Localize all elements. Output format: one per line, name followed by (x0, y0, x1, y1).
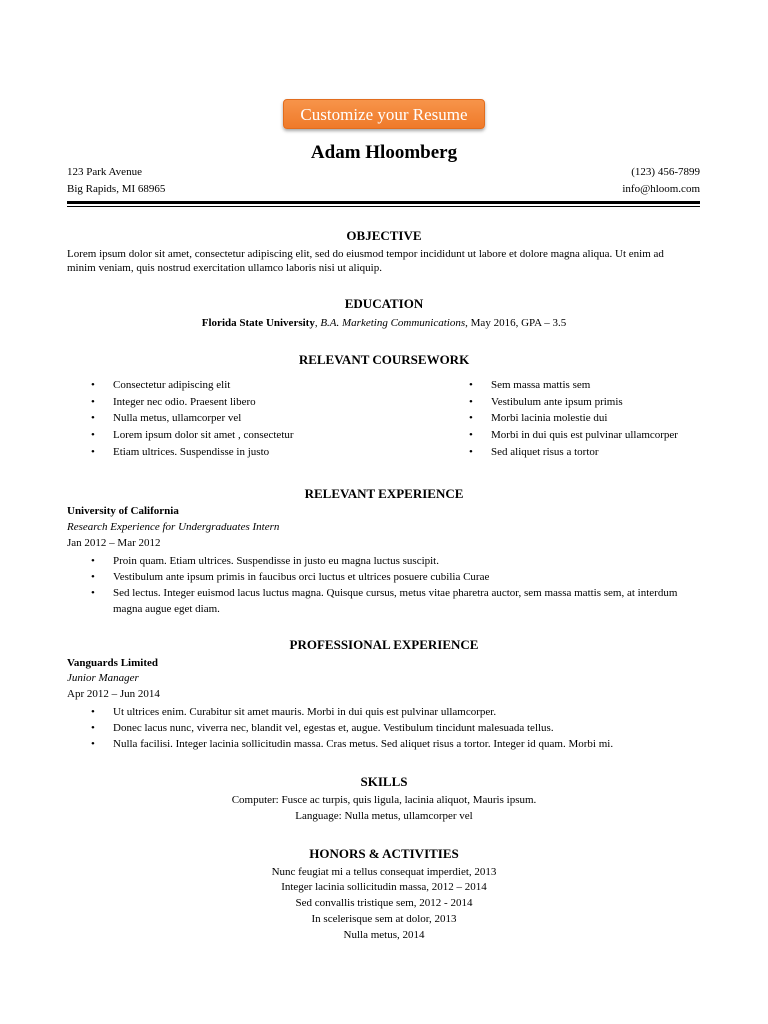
professional-experience-role: Junior Manager (67, 672, 139, 684)
professional-experience-heading: PROFESSIONAL EXPERIENCE (289, 637, 479, 652)
honors-item: Sed convallis tristique sem, 2012 - 2014 (295, 897, 473, 909)
header-divider-thick (67, 201, 700, 204)
email[interactable]: info@hloom.com (622, 183, 700, 195)
relevant-experience-dates: Jan 2012 – Mar 2012 (67, 537, 161, 549)
list-item: • Sed lectus. Integer euismod lacus luctus magna. Quisque cursus, metus vitae pharetra auctor, sem massa mattis sem, at interdum magna augue eget diam. (91, 585, 703, 617)
objective-heading: OBJECTIVE (346, 228, 422, 243)
customize-button-wrap (0, 99, 768, 129)
honors-heading: HONORS & ACTIVITIES (309, 846, 459, 861)
coursework-list-left (91, 377, 294, 461)
list-item: • Nulla facilisi. Integer lacinia sollicitudin massa. Cras metus. Sed aliquet risus a tortor. Integer id quam. Morbi mi. (91, 736, 703, 752)
relevant-experience-bullets (91, 553, 703, 617)
header-divider-thin (67, 206, 700, 207)
skills-heading: SKILLS (360, 774, 408, 789)
list-item: • Morbi in dui quis est pulvinar ullamcorper (469, 427, 678, 444)
education-entry (0, 317, 768, 329)
education-school: Florida State University (201, 317, 315, 329)
honors-item: Nunc feugiat mi a tellus consequat imperdiet, 2013 (271, 866, 497, 878)
customize-resume-button[interactable]: Customize your Resume (283, 99, 485, 129)
phone: (123) 456-7899 (631, 166, 700, 178)
address-line-2: Big Rapids, MI 68965 (67, 183, 166, 195)
education-details: , May 2016, GPA – 3.5 (465, 317, 567, 329)
honors-item: Nulla metus, 2014 (343, 929, 425, 941)
coursework-list-right (469, 377, 678, 461)
list-item: • Proin quam. Etiam ultrices. Suspendisse in justo eu magna luctus suscipit. (91, 553, 703, 569)
list-item: • Sed aliquet risus a tortor (469, 444, 678, 461)
professional-experience-dates: Apr 2012 – Jun 2014 (67, 688, 160, 700)
professional-experience-bullets (91, 704, 703, 752)
list-item: • Donec lacus nunc, viverra nec, blandit vel, egestas et, augue. Vestibulum tincidunt malesuada tellus. (91, 720, 703, 736)
address-line-1: 123 Park Avenue (67, 166, 142, 178)
education-degree: B.A. Marketing Communications (320, 317, 466, 329)
objective-line-1: Lorem ipsum dolor sit amet, consectetur adipiscing elit, sed do eiusmod tempor incididunt ut labore et dolore magna aliqua. Ut enim ad (67, 248, 664, 260)
professional-experience-org: Vanguards Limited (67, 657, 158, 669)
relevant-experience-org: University of California (67, 505, 179, 517)
list-item: • Etiam ultrices. Suspendisse in justo (91, 444, 294, 461)
list-item: • Consectetur adipiscing elit (91, 377, 294, 394)
skills-language: Language: Nulla metus, ullamcorper vel (295, 810, 473, 822)
education-heading: EDUCATION (344, 296, 424, 311)
list-item: • Integer nec odio. Praesent libero (91, 394, 294, 411)
list-item: • Vestibulum ante ipsum primis in faucibus orci luctus et ultrices posuere cubilia Curae (91, 569, 703, 585)
list-item: • Lorem ipsum dolor sit amet , consectetur (91, 427, 294, 444)
list-item: • Nulla metus, ullamcorper vel (91, 410, 294, 427)
list-item: • Sem massa mattis sem (469, 377, 678, 394)
honors-item: Integer lacinia sollicitudin massa, 2012 – 2014 (281, 881, 487, 893)
resume-name: Adam Hloomberg (310, 142, 458, 163)
honors-item: In scelerisque sem at dolor, 2013 (311, 913, 457, 925)
relevant-experience-role: Research Experience for Undergraduates Intern (67, 521, 280, 533)
list-item: • Vestibulum ante ipsum primis (469, 394, 678, 411)
coursework-heading: RELEVANT COURSEWORK (298, 352, 470, 367)
list-item: • Ut ultrices enim. Curabitur sit amet mauris. Morbi in dui quis est pulvinar ullamcorper. (91, 704, 703, 720)
relevant-experience-heading: RELEVANT EXPERIENCE (304, 486, 464, 501)
list-item: • Morbi lacinia molestie dui (469, 410, 678, 427)
objective-line-2: minim veniam, quis nostrud exercitation ullamco laboris nisi ut aliquip. (67, 262, 382, 274)
skills-computer: Computer: Fusce ac turpis, quis ligula, lacinia aliquot, Mauris ipsum. (231, 794, 537, 806)
education-sep: , (314, 317, 321, 329)
